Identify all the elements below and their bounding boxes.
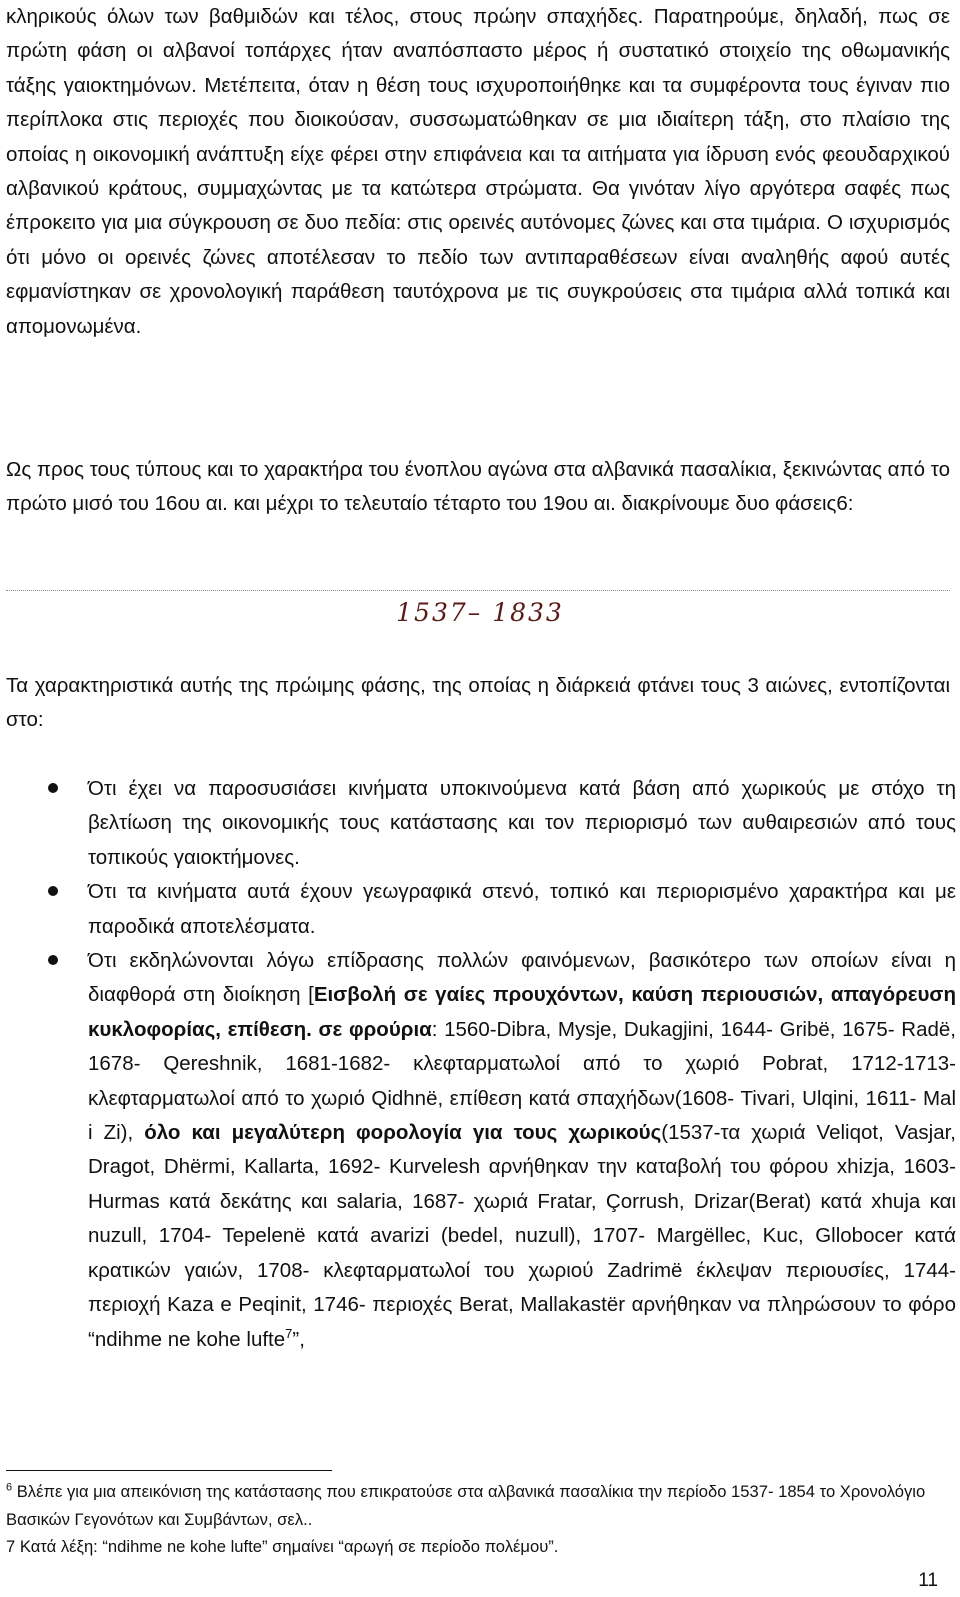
bullet-text: (1537-τα χωριά Veliqot, Vasjar, Dragot, Dhërmi, Kallarta, 1692- Kurvelesh αρνήθηκαν την καταβολή του φόρου xhizja, 1603- Hurmas κατά δεκάτης και salaria, 1687- χωριά Fratar, Çorrush, Drizar(Berat) κατά xhuja και nuzull, 1704- Tepelenë κατά avarizi (bedel, nuzull), 1707- Margëllec, Kuc, Gllobocer κατά κρατικών γαιών, 1708- κλεφταρματωλοί του χωριού Zadrimë έκλεψαν περιουσίες, 1744- περιοχή Kaza e Peqinit, 1746- περιοχές Berat, Mallakastër αρνήθηκαν να πληρώσουν το φόρο “ndihme ne kohe lufte — [88, 1121, 956, 1351]
bullet-text: ”, — [292, 1327, 305, 1351]
body-paragraph-3: Τα χαρακτηριστικά αυτής της πρώιμης φάσης, της οποίας η διάρκειά φτάνει τους 3 αιώνες, εντοπίζονται στο: — [6, 674, 950, 732]
footnote-ref-7[interactable]: 7 — [285, 1325, 293, 1341]
section-divider — [6, 590, 950, 591]
bullet-list — [0, 772, 960, 1357]
bullet-icon — [48, 955, 58, 965]
bullet-icon — [48, 783, 58, 793]
bold-phrase-taxation: όλο και μεγαλύτερη φορολογία για τους χωρικούς — [144, 1121, 662, 1145]
footnote-6 — [6, 1478, 946, 1533]
bullet-text: : 1560-Dibra, Mysje, Dukagjini, 1644- Gribë, 1675- Radë, 1678- Qereshnik, 1681-1682- κλεφταρματωλοί από το χωριό Pobrat, 1712-1713- κλεφταρματωλοί από το χωριό Qidhnë, επίθεση κατά σπαχήδων(1608- Tivari, Ulqini, 1611- Mal i Zi), — [88, 1017, 956, 1145]
footnote-separator — [6, 1470, 332, 1471]
footnote-6-text: Βλέπε για μια απεικόνιση της κατάστασης που επικρατούσε στα αλβανικά πασαλίκια την περίοδο 1537- 1854 το Χρονολόγιο Βασικών Γεγονότων και Συμβάντων, σελ.. — [6, 1482, 926, 1529]
footnote-7: 7 Κατά λέξη: “ndihme ne kohe lufte” σημαίνει “αρωγή σε περίοδο πολέμου”. — [6, 1537, 559, 1556]
bullet-item-3 — [0, 944, 956, 1357]
bullet-text: Ότι εκδηλώνονται λόγω επίδρασης πολλών φαινόμενων, βασικότερο των οποίων είναι η διαφθορά στη διοίκηση [ — [88, 949, 956, 1007]
bold-phrase-incidents: Εισβολή σε γαίες προυχόντων, καύση περιουσιών, απαγόρευση κυκλοφορίας, επίθεση. σε φρούρια — [88, 983, 956, 1041]
footnote-6-mark: 6 — [6, 1481, 13, 1494]
bullet-text: Ότι έχει να παροσυσιάσει κινήματα υποκινούμενα κατά βάση από χωρικούς με στόχο τη βελτίωση της οικονομικής τους κατάστασης και τον περιορισμό των αυθαιρεσιών από τους τοπικούς γαιοκτήμονες. — [88, 777, 956, 869]
body-paragraph-1: κληρικούς όλων των βαθμιδών και τέλος, στους πρώην σπαχήδες. Παρατηρούμε, δηλαδή, πως σε πρώτη φάση οι αλβανοί τοπάρχες ήταν αναπόσπαστο μέρος ή συστατικό στοιχείο της οθωμανικής τάξης γαιοκτημόνων. Μετέπειτα, όταν η θέση τους ισχυροποιήθηκε και τα συμφέροντα τους έγιναν πιο περίπλοκα στις περιοχές που διοικούσαν, συσσωματώθηκαν σε μια ιδιαίτερη τάξη, στο πλαίσιο της οποίας η οικονομική ανάπτυξη είχε φέρει στην επιφάνεια και τα αιτήματα για ίδρυση ενός φεουδαρχικού αλβανικού κράτους, συμμαχώντας με τα κατώτερα στρώματα. Θα γινόταν λίγο αργότερα σαφές πως έπροκειτο για μια σύγκρουση σε δυο πεδία: στις ορεινές αυτόνομες ζώνες και στα τιμάρια. Ο ισχυρισμός ότι μόνο οι ορεινές ζώνες αποτέλεσαν το πεδίο των αντιπαραθέσεων είναι αναληθής αφού αυτές εφμανίστηκαν σε χρονολογική παράθεση ταυτόχρονα με τις συγκρούσεις στα τιμάρια αλλά τοπικά και απομονωμένα. — [6, 5, 950, 338]
body-paragraph-2: Ως προς τους τύπους και το χαρακτήρα του ένοπλου αγώνα στα αλβανικά πασαλίκια, ξεκινώντας από το πρώτο μισό του 16ου αι. και μέχρι το τελευταίο τέταρτο του 19ου αι. διακρίνουμε δυο φάσεις6: — [6, 458, 950, 516]
page-number: 11 — [918, 1570, 938, 1591]
bullet-text: Ότι τα κινήματα αυτά έχουν γεωγραφικά στενό, τοπικό και περιορισμένο χαρακτήρα και με παροδικά αποτελέσματα. — [88, 880, 956, 938]
bullet-icon — [48, 886, 58, 896]
section-heading: 1537– 1833 — [396, 598, 564, 627]
bullet-item-1 — [0, 772, 956, 875]
bullet-item-2 — [0, 875, 956, 944]
